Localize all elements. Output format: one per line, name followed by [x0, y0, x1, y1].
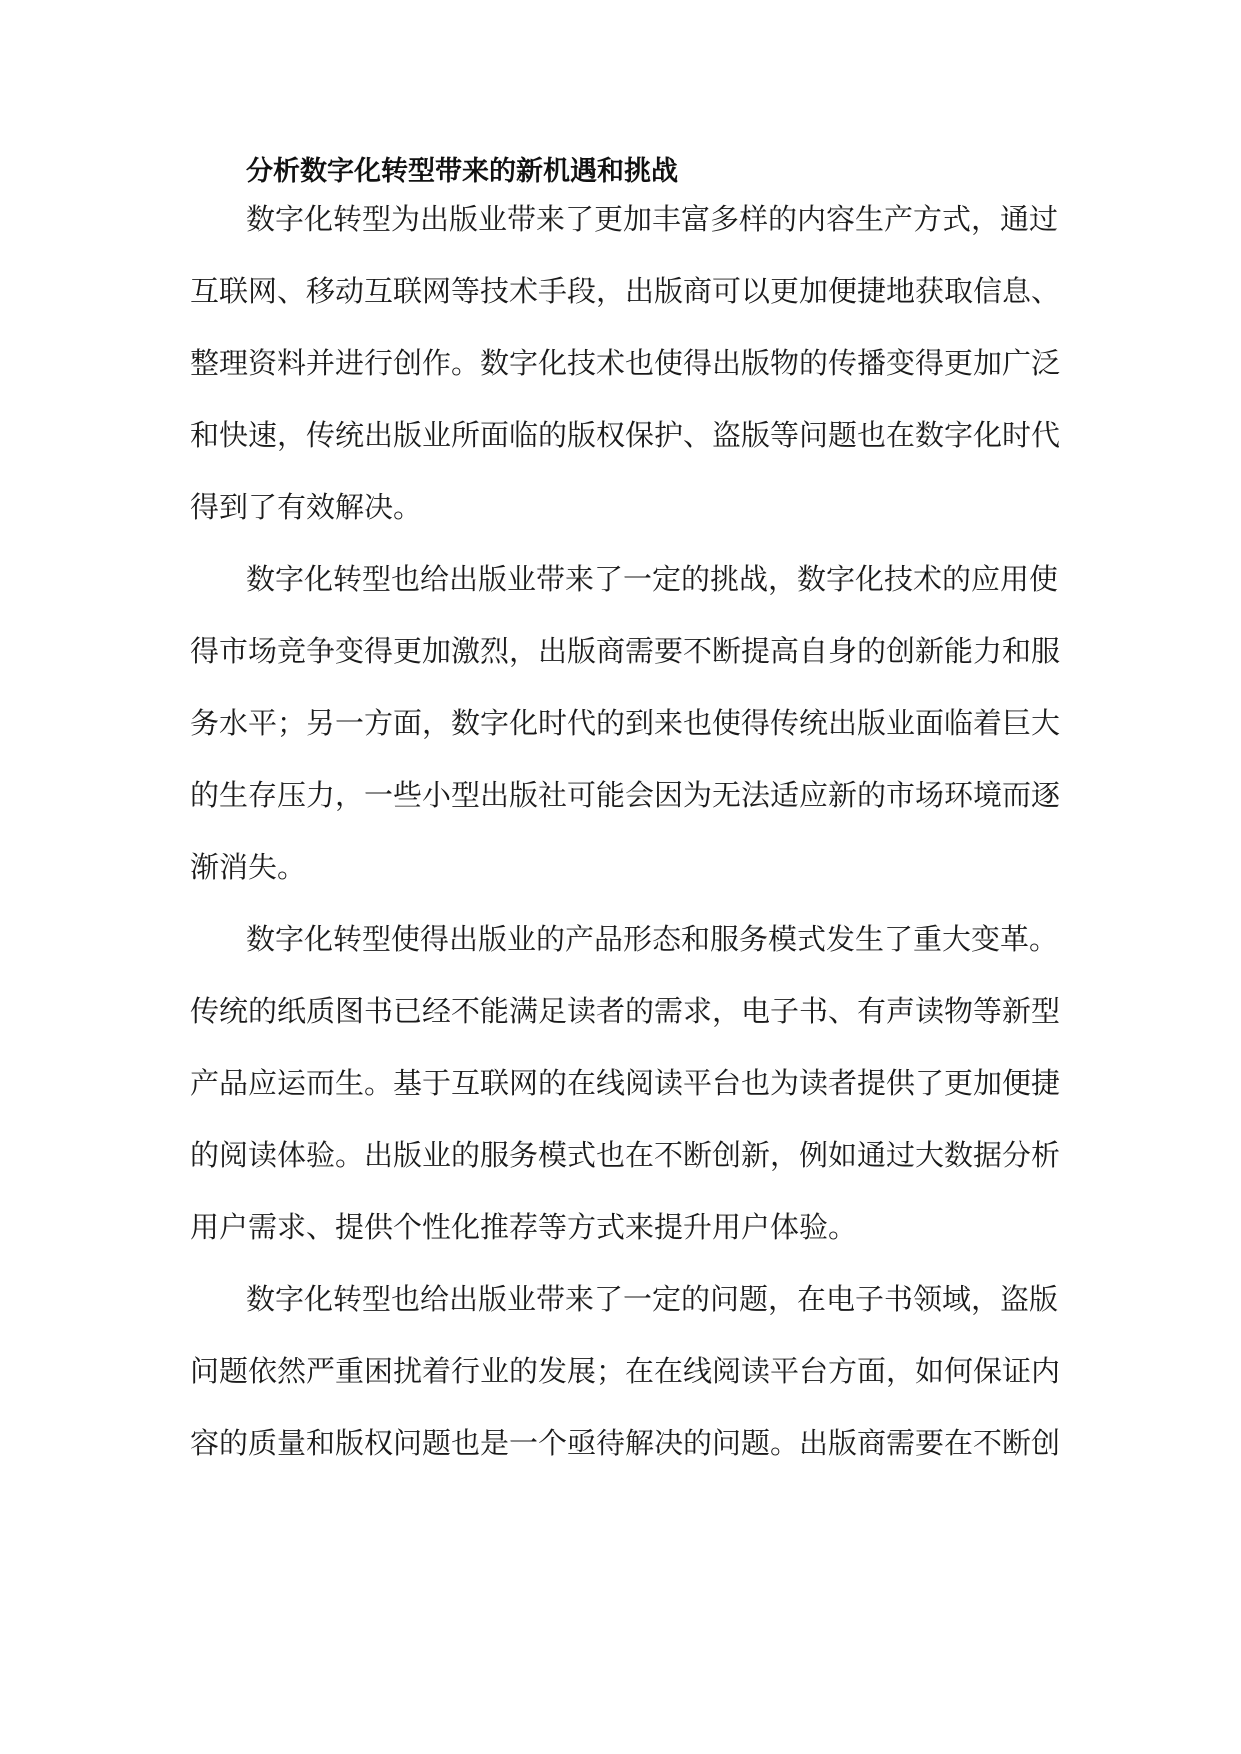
paragraph-3-line-3: 产品应运而生。基于互联网的在线阅读平台也为读者提供了更加便捷: [190, 1066, 1061, 1100]
paragraph-2-line-1: 数字化转型也给出版业带来了一定的挑战，数字化技术的应用使: [246, 562, 1059, 596]
paragraph-1-line-3: 整理资料并进行创作。数字化技术也使得出版物的传播变得更加广泛: [190, 346, 1061, 380]
paragraph-2-line-3: 务水平；另一方面，数字化时代的到来也使得传统出版业面临着巨大: [190, 706, 1061, 740]
paragraph-2-line-2: 得市场竞争变得更加激烈，出版商需要不断提高自身的创新能力和服: [190, 634, 1061, 668]
paragraph-1-line-1: 数字化转型为出版业带来了更加丰富多样的内容生产方式，通过: [246, 202, 1059, 236]
paragraph-3-line-2: 传统的纸质图书已经不能满足读者的需求，电子书、有声读物等新型: [190, 994, 1061, 1028]
paragraph-1-line-5: 得到了有效解决。: [190, 490, 423, 524]
document-title: 分析数字化转型带来的新机遇和挑战: [246, 156, 678, 187]
paragraph-1-line-2: 互联网、移动互联网等技术手段，出版商可以更加便捷地获取信息、: [190, 274, 1061, 308]
paragraph-2-line-5: 渐消失。: [190, 850, 307, 884]
paragraph-3-line-1: 数字化转型使得出版业的产品形态和服务模式发生了重大变革。: [246, 922, 1059, 956]
paragraph-3-line-4: 的阅读体验。出版业的服务模式也在不断创新，例如通过大数据分析: [190, 1138, 1061, 1172]
paragraph-4-line-1: 数字化转型也给出版业带来了一定的问题，在电子书领域，盗版: [246, 1282, 1059, 1316]
paragraph-4-line-2: 问题依然严重困扰着行业的发展；在在线阅读平台方面，如何保证内: [190, 1354, 1061, 1388]
paragraph-3-line-5: 用户需求、提供个性化推荐等方式来提升用户体验。: [190, 1210, 858, 1244]
paragraph-1-line-4: 和快速，传统出版业所面临的版权保护、盗版等问题也在数字化时代: [190, 418, 1061, 452]
paragraph-2-line-4: 的生存压力，一些小型出版社可能会因为无法适应新的市场环境而逐: [190, 778, 1061, 812]
paragraph-4-line-3: 容的质量和版权问题也是一个亟待解决的问题。出版商需要在不断创: [190, 1426, 1061, 1460]
